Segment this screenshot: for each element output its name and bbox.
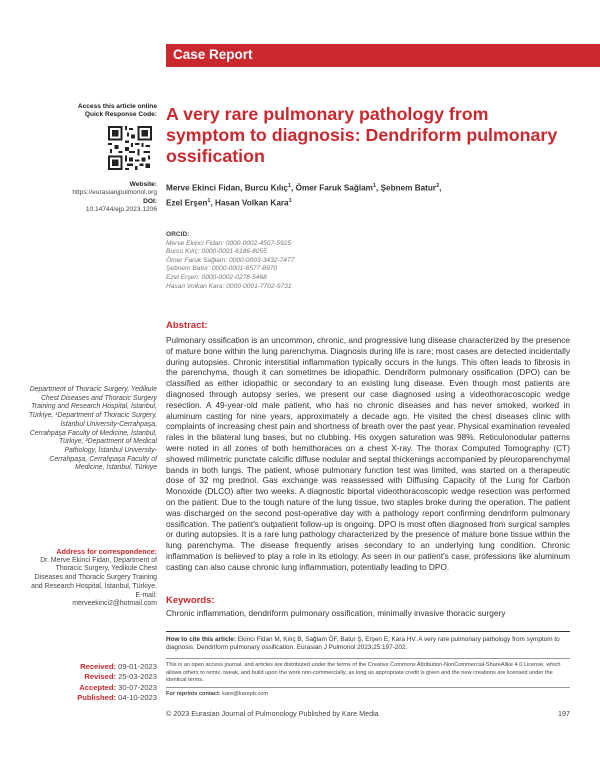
correspondence-block <box>28 548 157 609</box>
doi-label: DOI: <box>143 197 157 205</box>
author-name: Hasan Volkan Kara <box>215 198 289 208</box>
author-list: Merve Ekinci Fidan, Burcu Kılıç$^1$, Ömer Faruk Sağlam$^1$, Şebnem Batur$^2$, Ezel Erşen$^1$, Hasan Volkan Kara$^1$ <box>166 183 442 208</box>
article-type-banner: Case Report <box>166 44 600 67</box>
author-name: Ömer Faruk Sağlam <box>295 183 373 193</box>
access-block <box>28 103 157 120</box>
author-name: Şebnem Batur <box>380 183 437 193</box>
website-block <box>28 181 157 215</box>
article-title: A very rare pulmonary pathology from symptom to diagnosis: Dendriform pulmonary ossification <box>166 104 558 166</box>
orcid-block <box>166 231 570 291</box>
date-published: Published: 04-10-2023 <box>77 693 157 703</box>
author-name: Ezel Erşen <box>166 198 208 208</box>
orcid-label: ORCID: <box>166 231 190 238</box>
doi-value[interactable]: 10.14744/ejp.2023.1206 <box>85 206 157 214</box>
correspondence-text: Dr. Merve Ekinci Fidan, Department of Thoracic Surgery, Yedikule Chest Diseases and Thoracic Surgery Training and Research Hospital, İstanbul, Türkiye. <box>31 556 157 590</box>
orcid-entry[interactable]: Merve Ekinci Fidan: 0000-0002-4507-5925 <box>166 239 291 247</box>
copyright: © 2023 Eurasian Journal of Pulmonology Published by Kare Media <box>166 709 379 718</box>
abstract-heading: Abstract: <box>166 320 208 331</box>
date-accepted: Accepted: 30-07-2023 <box>79 682 157 692</box>
page-footer <box>166 709 570 718</box>
qr-code-icon[interactable] <box>108 126 152 170</box>
dates-block <box>28 662 157 704</box>
citation-text: Ekinci Fidan M, Kılıç B, Sağlam ÖF, Batur Ş, Erşen E, Kara HV. A very rare pulmonary pathology from symptom to diagnosis: Dendriform pulmonary ossification. Eurasian J Pulmonol 2023;25:197-202. <box>166 636 560 652</box>
affiliations: Department of Thoracic Surgery, Yedikule Chest Diseases and Thoracic Surgery Training and Research Hospital, İstanbul, Türkiye, ¹Department of Thoracic Surgery, İstanbul University-Cerrahpaşa, Cerrahpaşa Faculty of Medicine, İstanbul, Türkiye, ²Department of Medical Pathology, İstanbul University-Cerrahpaşa, Cerrahpaşa Faculty of Medicine, İstanbul, Türkiye <box>28 386 157 472</box>
orcid-entry[interactable]: Burcu Kılıç: 0000-0001-6186-8055 <box>166 248 267 256</box>
orcid-entry[interactable]: Şebnem Batur: 0000-0001-6577-8970 <box>166 265 278 273</box>
qr-label: Quick Response Code: <box>84 111 157 119</box>
abstract-text: Pulmonary ossification is an uncommon, chronic, and progressive lung disease characterized by the presence of mature bone within the lung parenchyma. Diagnosis during life is rare; most cases are detected incidentally during autopsies. Chronic interstitial inflammation typically occurs in the lungs. This often leads to fibrosis in the parenchyma, though it can sometimes be idiopathic. Dendriform pulmonary ossification (DPO) can be classified as either idiopathic or secondary to an existing lung disease. Even though most patients are diagnosed through autopsy series, we present our case diagnosed using a videothoracoscopic wedge resection. A 49-year-old male patient, who has no chronic diseases and has never smoked, worked in aluminum casting for nine years, approximately a decade ago. He visited the chest diseases clinic with complaints of increasing chest pain and shortness of breath over the past year. Physical examination revealed rales in the bilateral lung bases, but no clubbing. His oxygen saturation was 98%. Reticulonodular patterns were noted in all zones of both hemithoraces on a chest X-ray. The thorax Computed Tomography (CT) showed milimetric punctate calcific diffuse nodular and septal thickenings accompanied by pleuroparenchymal bands in both lungs. The patient, whose pulmonary function test was limited, was started on a therapeutic dose of 32 mg prednol. Gas exchange was reassessed with Diffusing Capacity of the Lung for Carbon Monoxide (DLCO) after two weeks. A diagnostic biportal videothoracoscopic wedge resection was performed on the patient. Due to the tough nature of the lung tissue, two staples broke during the operation. The patient was discharged on the second post-operative day with a pathology report confirming dendriform pulmonary ossification. The patient's outpatient follow-up is ongoing. DPO is most often diagnosed from surgical samples or during autopsies. It is a rare lung pathology characterized by the presence of mature bone tissue within the lung parenchyma. The disease frequently arises secondary to an underlying lung condition. Chronic inflammation is believed to play a role in its etiology. As seen in our patient's case, professions like aluminum casting can also cause chronic lung inflammation, potentially leading to DPO. <box>166 335 570 572</box>
access-title: Access this article online <box>77 103 157 110</box>
keywords-text: Chronic inflammation, dendriform pulmonary ossification, minimally invasive thoracic surgery <box>166 608 506 618</box>
reprints-block <box>166 687 570 697</box>
orcid-entry[interactable]: Ömer Faruk Sağlam: 0000-0003-3432-7477 <box>166 256 295 264</box>
citation-label: How to cite this article: <box>166 636 236 643</box>
website-link[interactable]: https://eurasianjpulmonol.org <box>72 189 157 197</box>
email-label: E-mail: <box>135 591 157 599</box>
date-received: Received: 09-01-2023 <box>80 662 157 671</box>
license-text: This is an open access journal, and articles are distributed under the terms of the Creative Commons Attribution-NonCommercial-ShareAlike 4.0 License, which allows others to remix, tweak, and build upon the work non-commercially, as long as appropriate credit is given and the new creations are licensed under the identical terms. <box>166 658 570 685</box>
reprints-label: For reprints contact: <box>166 691 221 697</box>
author-name: Burcu Kılıç <box>244 183 288 193</box>
author-name: Merve Ekinci Fidan <box>166 183 241 193</box>
citation-block <box>166 631 570 652</box>
email-link[interactable]: merveekinci2@hotmail.com <box>72 600 157 608</box>
keywords-heading: Keywords: <box>166 595 215 606</box>
reprints-email[interactable]: kare@karepb.com <box>222 691 269 697</box>
orcid-entry[interactable]: Hasan Volkan Kara: 0000-0001-7702-9731 <box>166 282 292 290</box>
page-number: 197 <box>558 709 570 718</box>
correspondence-heading: Address for correspondence: <box>56 547 157 556</box>
date-revised: Revised: 25-03-2023 <box>84 672 157 682</box>
orcid-entry[interactable]: Ezel Erşen: 0000-0002-0278-5468 <box>166 273 267 281</box>
website-label: Website: <box>129 181 157 188</box>
